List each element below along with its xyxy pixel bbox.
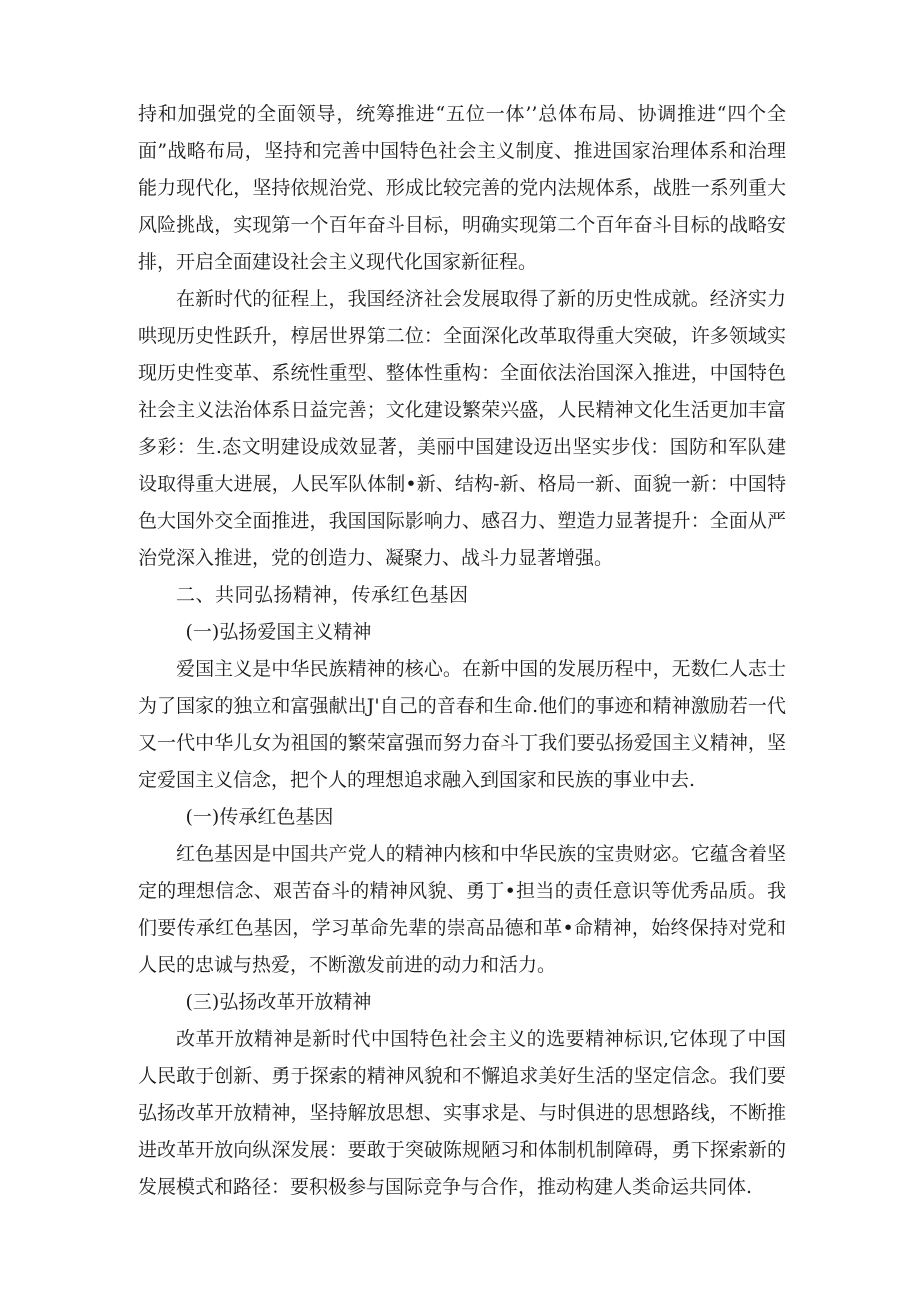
paragraph-red-gene: 红色基因是中国共产党人的精神内核和中华民族的宝贵财宓。它蕴含着坚定的理想信念、艰苦奋斗的精神风貌、勇丁•担当的责任意识等优秀品质。我们要传承红色基因，学习革命先辈的崇高品德和革•命精神，始终保持对党和人民的忠诚与热爱，不断激发前进的动力和活力。 xyxy=(138,843,786,976)
section-heading-2: 二、共同弘扬精神，传承红色基因 xyxy=(176,584,469,606)
subheading-reform: (三)弘扬改革开放精神 xyxy=(185,991,372,1013)
paragraph-reform: 改革开放精神是新时代中国特色社会主义的选要精神标识,它体现了中国人民敢于创新、勇于探索的精神风貌和不懈追求美好生活的坚定信念。我们要弘扬改革开放精神，坚持解放思想、实事求是、与时俱进的思想路线，不断推进改革开放向纵深发展：要敢于突破陈规陋习和体制机制障碍，勇下探索新的发展模式和路径：要积极参与国际竞争与合作，推动构建人类命运共同体. xyxy=(138,1028,786,1198)
paragraph-achievements: 在新时代的征程上，我国经济社会发展取得了新的历史性成就。经济实力哄现历史性跃升，椁居世界第二位：全面深化改革取得重大突破，许多领域实现历史性变革、系统性重型、整体性重构：全面依法治国深入推进，中国特色社会主义法治体系日益完善；文化建设繁荣兴盛，人民精神文化生活更加丰富多彩：生.态文明建设成效显著，美丽中国建设迈出坚实步伐：国防和军队建设取得重大进展，人民军队体制•新、结构-新、格局一新、面貌一新：中国特色大国外交全面推进，我国国际影响力、感召力、塑造力显著提升：全面从严治党深入推进，党的创造力、凝聚力、战斗力显著增强。 xyxy=(138,288,786,569)
subheading-red-gene: (一)传承红色基因 xyxy=(185,806,334,828)
paragraph-continuation: 持和加强党的全面领导，统筹推进“五位一体’’总体布局、协调推进“四个全面”战略布局，坚持和完善中国特色社会主义制度、推进国家治理体系和治理能力现代化，坚持依规治党、形成比较完善的党内法规体系，战胜一系列重大风险挑战，实现第一个百年奋斗目标，明确实现第二个百年奋斗目标的战略安排，开启全面建设社会主义现代化国家新征程。 xyxy=(138,103,786,273)
subheading-patriotism: (一)弘扬爱国主义精神 xyxy=(185,621,372,643)
document-page xyxy=(138,96,786,1206)
paragraph-patriotism: 爱国主义是中华民族精神的核心。在新中国的发展历程中，无数仁人志士为了国家的独立和富强献出J'自己的音春和生命.他们的事迹和精神激励若一代又一代中华儿女为祖国的繁荣富强而努力奋斗丁我们要弘扬爱国主义精神，坚定爱国主义信念，把个人的理想追求融入到国家和民族的事业中去. xyxy=(138,658,786,791)
